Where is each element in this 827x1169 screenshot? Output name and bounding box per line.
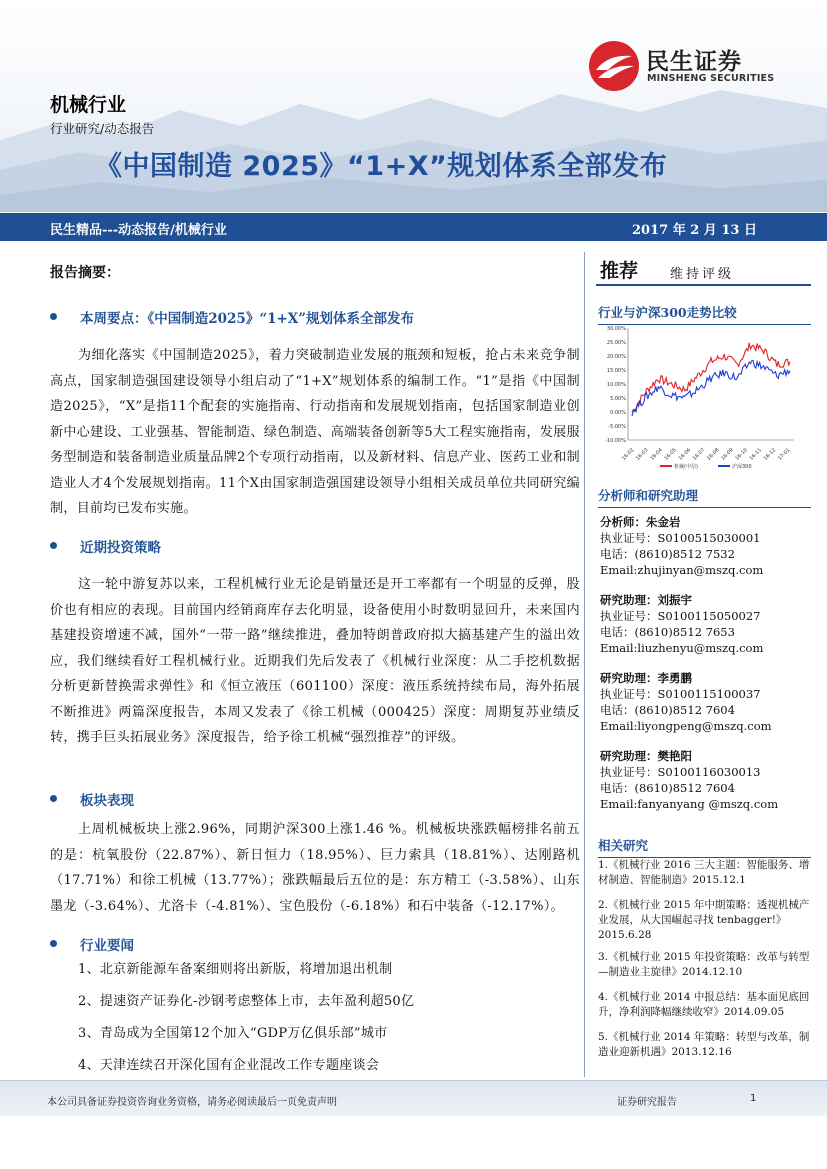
x-tick-label: 16-05 (663, 447, 678, 462)
logo-english-name: MINSHENG SECURITIES (647, 73, 775, 84)
page-footer (0, 1080, 827, 1116)
section-body: 为细化落实《中国制造2025》，着力突破制造业发展的瓶颈和短板，抢占未来竞争制高点，国家制造强国建设领导小组启动了“1+X”规划体系的编制工作。“1”是指《中国制造2025》，“X”是指11个配套的实施指南、行动指南和发展规划指南，包括国家制造业创新中心建设、工业强基、智能制造、绿色制造、高端装备创新等5大工程实施指南，发展服务型制造和装备制造业质量品牌2个专项行动指南，以及新材料、信息产业、医药工业和制造业人才4个发展规划指南。11个X由国家制造强国建设领导小组相关成员单位共同研究编制，目前均已发布实施。 (50, 348, 580, 516)
news-item: 3、青岛成为全国第12个加入“GDP万亿俱乐部”城市 (78, 1026, 388, 1041)
x-tick-label: 16-06 (677, 447, 693, 462)
news-item: 1、北京新能源车备案细则将出新版，将增加退出机制 (78, 962, 393, 977)
bullet-icon (50, 795, 57, 802)
y-tick-label: 0.00% (610, 410, 626, 416)
column-divider (584, 252, 585, 1077)
analyst-card (600, 670, 815, 734)
y-tick-label: 30.00% (606, 326, 626, 332)
x-tick-label: 16-02 (620, 447, 636, 462)
category-band (0, 213, 827, 241)
related-report: 1.《机械行业 2016 三大主题：智能服务、增材制造、智能制造》2015.12.1 (598, 859, 810, 886)
section-body: 这一轮中游复苏以来，工程机械行业无论是销量还是开工率都有一个明显的反弹，股价也有相应的表现。目前国内经销商库存去化明显，设备使用小时数明显回升，未来国内基建投资增速不减，国外“一带一路”继续推进，叠加特朗普政府拟大搞基建产生的溢出效应，我们继续看好工程机械行业。近期我们先后发表了《机械行业深度：从二手挖机数据分析更新替换需求弹性》和《恒立液压（601100）深度：液压系统持续布局，海外拓展不断推进》两篇深度报告，本周又发表了《徐工机械（000425）深度：周期复苏业绩反转，携手巨头拓展业务》深度报告，给予徐工机械“强烈推荐”的评级。 (50, 577, 580, 745)
report-date: 2017 年 2 月 13 日 (632, 223, 757, 238)
y-tick-label: -5.00% (608, 424, 626, 430)
analyst-name: 研究助理：刘振宇 (600, 593, 692, 607)
analyst-email: Email:liuzhenyu@mszq.com (600, 641, 764, 655)
rating-label: 推荐 (600, 260, 639, 282)
report-type: 行业研究/动态报告 (50, 121, 155, 136)
legend-label: 沪深300 (732, 464, 752, 470)
analyst-card (600, 748, 815, 812)
bullet-icon (50, 940, 57, 947)
related-heading: 相关研究 (598, 836, 811, 858)
related-report: 3.《机械行业 2015 年投资策略：改革与转型—制造业主旋律》2014.12.10 (598, 951, 810, 978)
industry-label: 机械行业 (50, 94, 127, 116)
x-tick-label: 16-12 (762, 447, 778, 462)
bullet-icon (50, 313, 57, 320)
footer-label: 证券研究报告 (617, 1097, 677, 1108)
trend-chart (598, 322, 798, 472)
section-body: 上周机械板块上涨2.96%，同期沪深300上涨1.46 %。机械板块涨跌幅榜排名前五的是：杭氧股份（22.87%）、新日恒力（18.95%）、巨力索具（18.81%）、达刚路机（17.71%）和徐工机械（13.77%）；涨跌幅最后五位的是：东方精工（-3.58%）、山东墨龙（-3.64%）、尤洛卡（-4.81%）、宝色股份（-6.18%）和石中装备（-12.17%）。 (50, 822, 580, 914)
x-tick-label: 16-03 (635, 447, 650, 462)
analyst-phone: 电话：(8610)8512 7653 (600, 625, 735, 639)
trend-chart-svg (598, 322, 798, 472)
related-report: 4.《机械行业 2014 中报总结：基本面见底回升，净利润降幅继续收窄》2014.09.05 (598, 991, 810, 1018)
minsheng-logo-icon (588, 40, 640, 92)
analyst-card (600, 592, 815, 656)
analyst-email: Email:fanyanyang @mszq.com (600, 797, 779, 811)
x-tick-label: 17-01 (776, 447, 792, 462)
y-tick-label: 5.00% (610, 396, 626, 402)
analyst-phone: 电话：(8610)8512 7532 (600, 547, 735, 561)
logo-chinese-name: 民生证券 (646, 49, 742, 75)
y-tick-label: 20.00% (606, 354, 626, 360)
x-tick-label: 16-11 (748, 447, 764, 462)
x-tick-label: 16-09 (720, 447, 735, 462)
analyst-email: Email:liyongpeng@mszq.com (600, 719, 772, 733)
analyst-phone: 电话：(8610)8512 7604 (600, 781, 735, 795)
rating-sub: 维持评级 (670, 267, 735, 282)
analyst-phone: 电话：(8610)8512 7604 (600, 703, 735, 717)
footer-disclaimer: 本公司具备证券投资咨询业务资格，请务必阅读最后一页免责声明 (47, 1097, 337, 1108)
analyst-name: 研究助理：樊艳阳 (600, 749, 692, 763)
x-tick-label: 16-04 (649, 447, 664, 462)
analyst-license: 执业证号：S0100116030013 (600, 765, 761, 779)
analyst-name: 研究助理：李勇鹏 (600, 671, 692, 685)
analyst-license: 执业证号：S0100115050027 (600, 609, 761, 623)
band-category: 民生精品---动态报告/机械行业 (50, 223, 227, 238)
section-title: 本周要点：《中国制造2025》“1+X”规划体系全部发布 (80, 311, 415, 327)
section-performance (50, 789, 580, 919)
bullet-icon (50, 542, 57, 549)
report-header (0, 0, 827, 212)
x-tick-label: 16-10 (734, 447, 749, 462)
related-report: 5.《机械行业 2014 年策略：转型与改革，制造业迎新机遇》2013.12.16 (598, 1031, 810, 1058)
y-tick-label: 15.00% (606, 368, 626, 374)
section-key-points (50, 307, 580, 522)
report-title: 《中国制造 2025》“1+X”规划体系全部发布 (95, 151, 668, 182)
related-report: 2.《机械行业 2015 年中期策略：透视机械产业发展，从大国崛起寻找 tenbagger!》2015.6.28 (598, 899, 810, 941)
rating-box (596, 254, 811, 286)
y-tick-label: -10.00% (605, 438, 626, 444)
section-title: 行业要闻 (80, 938, 134, 954)
page-number: 1 (750, 1093, 757, 1104)
section-title: 近期投资策略 (80, 540, 161, 556)
y-tick-label: 10.00% (606, 382, 626, 388)
y-tick-label: 25.00% (606, 340, 626, 346)
analyst-name: 分析师：朱金岩 (600, 515, 681, 529)
analysts-heading: 分析师和研究助理 (598, 486, 811, 508)
company-logo (588, 40, 788, 96)
news-item: 4、天津连续召开深化国有企业混改工作专题座谈会 (78, 1058, 380, 1073)
analyst-license: 执业证号：S0100115100037 (600, 687, 761, 701)
series-line-1 (632, 361, 790, 417)
chart-title: 行业与沪深300走势比较 (598, 303, 811, 325)
series-line-0 (632, 343, 790, 412)
x-tick-label: 16-07 (691, 447, 707, 462)
analyst-license: 执业证号：S0100515030001 (600, 531, 761, 545)
x-tick-label: 16-08 (705, 447, 721, 462)
analyst-email: Email:zhujinyan@mszq.com (600, 563, 764, 577)
section-strategy (50, 536, 580, 751)
summary-heading: 报告摘要： (50, 265, 120, 281)
news-item: 2、提速资产证券化-沙钢考虑整体上市，去年盈利超50亿 (78, 994, 415, 1009)
analyst-card (600, 514, 815, 578)
section-title: 板块表现 (80, 793, 134, 809)
legend-label: 机械(中信) (674, 464, 698, 470)
section-industry-news (50, 934, 580, 1082)
